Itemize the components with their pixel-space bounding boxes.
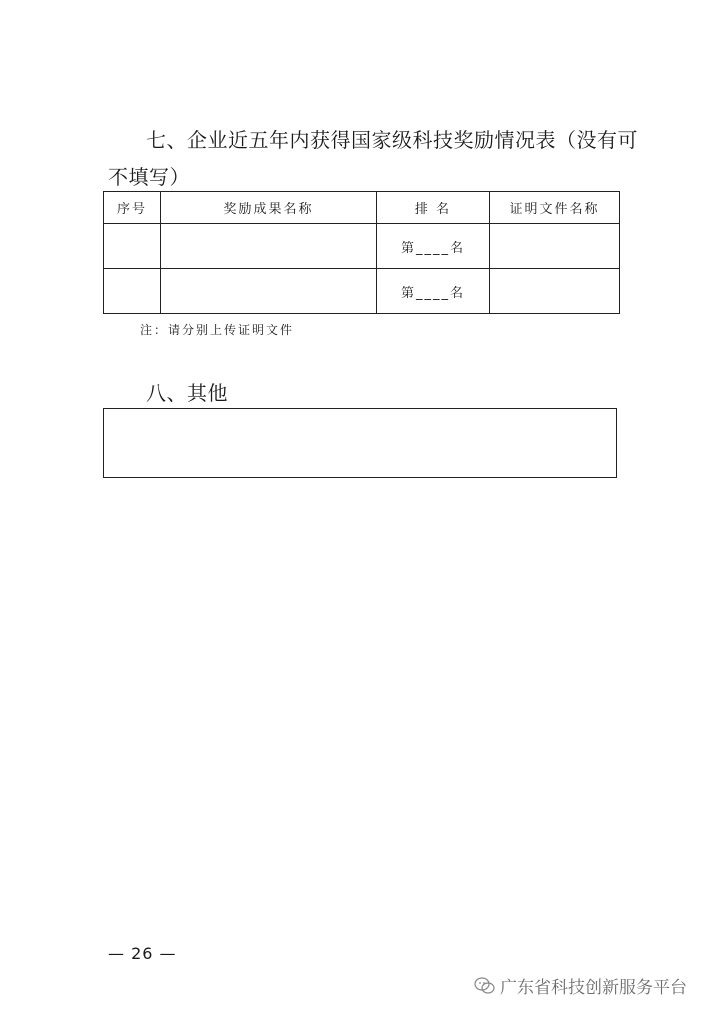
award-table [103, 191, 620, 314]
other-content-box[interactable] [103, 408, 617, 478]
section-7-title-cont: 不填写） [108, 165, 190, 189]
table-header-row [104, 192, 620, 224]
cell-index[interactable] [104, 269, 161, 314]
watermark-text: 广东省科技创新服务平台 [500, 978, 687, 998]
header-award-name: 奖励成果名称 [161, 192, 377, 224]
section-8-title: 八、其他 [146, 381, 228, 405]
watermark [474, 973, 687, 998]
table-row [104, 269, 620, 314]
header-proof-doc: 证明文件名称 [490, 192, 620, 224]
cell-index[interactable] [104, 224, 161, 269]
cell-award-name[interactable] [161, 269, 377, 314]
table-row [104, 224, 620, 269]
wechat-logo-icon [474, 976, 496, 996]
header-rank: 排 名 [377, 192, 490, 224]
page-number: — 26 — [108, 944, 177, 963]
header-index: 序号 [104, 192, 161, 224]
cell-rank[interactable]: 第____名 [377, 224, 490, 269]
cell-rank[interactable]: 第____名 [377, 269, 490, 314]
cell-proof-doc[interactable] [490, 224, 620, 269]
cell-proof-doc[interactable] [490, 269, 620, 314]
table-note: 注：请分别上传证明文件 [140, 323, 295, 337]
cell-award-name[interactable] [161, 224, 377, 269]
section-7-title: 七、企业近五年内获得国家级科技奖励情况表（没有可 [146, 128, 638, 152]
